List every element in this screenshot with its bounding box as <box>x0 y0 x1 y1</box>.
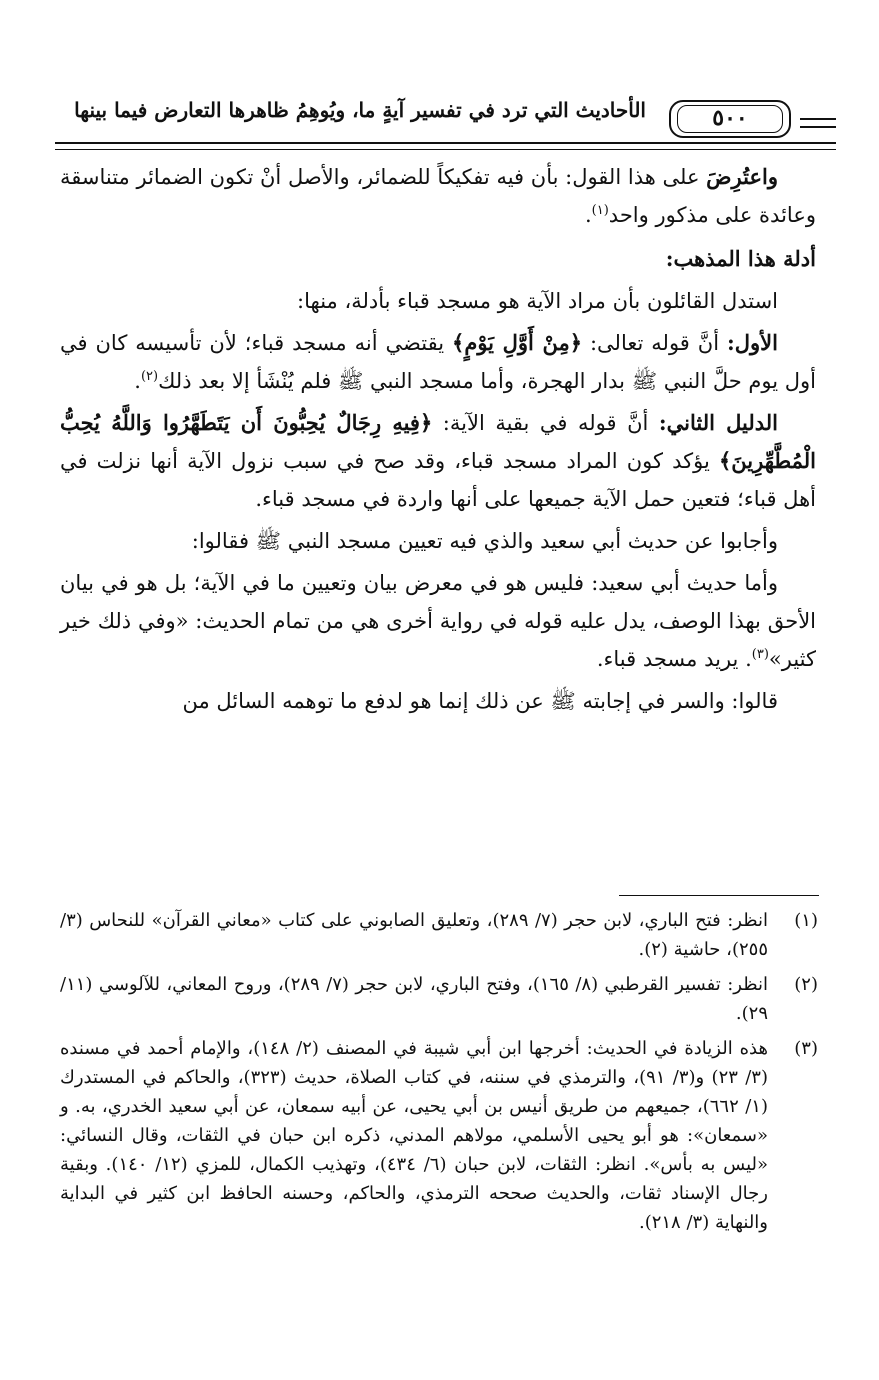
paragraph-text: يقتضي أنه مسجد قباء؛ لأن تأسيسه كان في أول يوم حلَّ النبي ﷺ بدار الهجرة، وأما مسجد النبي ﷺ فلم يُنْشَأ إلا بعد ذلك <box>60 331 816 393</box>
quran-verse: ﴿مِنْ أَوَّلِ يَوْمٍ﴾ <box>452 330 582 355</box>
page-number-frame <box>669 100 791 138</box>
footnotes <box>60 906 818 1243</box>
paragraph-text: . يريد مسجد قباء. <box>596 647 752 671</box>
paragraph-objection <box>60 158 816 234</box>
footnote-1 <box>60 906 818 964</box>
footnote-2 <box>60 970 818 1028</box>
paragraph-text: وأما حديث أبي سعيد: فليس هو في معرض بيان وتعيين ما في الآية؛ بل هو في بيان الأحق بهذا الوصف، يدل عليه قوله في رواية أخرى هي من تمام الحديث: «وفي ذلك خير كثير» <box>60 571 816 671</box>
paragraph-lead: واعتُرِضَ <box>706 164 778 189</box>
footnote-text: انظر: تفسير القرطبي (٨/ ١٦٥)، وفتح الباري، لابن حجر (٧/ ٢٨٩)، وروح المعاني، للآلوسي (١١/ ٢٩). <box>60 974 768 1024</box>
paragraph-lead: الدليل الثاني: <box>658 410 779 435</box>
paragraph-first-proof <box>60 324 816 400</box>
footnote-ref-1[interactable]: (١) <box>591 203 609 218</box>
footnote-number: (٣) <box>794 1038 818 1059</box>
footnote-3 <box>60 1034 818 1237</box>
footnote-text: انظر: فتح الباري، لابن حجر (٧/ ٢٨٩)، وتعليق الصابوني على كتاب «معاني القرآن» للنحاس (٣/ ٢٥٥)، حاشية (٢). <box>60 910 768 960</box>
paragraph-second-proof <box>60 404 816 518</box>
running-header <box>55 96 836 144</box>
paragraph-continuation: قالوا: والسر في إجابته ﷺ عن ذلك إنما هو لدفع ما توهمه السائل من <box>182 689 778 713</box>
paragraph-text: يؤكد كون المراد مسجد قباء، وقد صح في سبب نزول الآية أنها نزلت في أهل قباء؛ فتعين حمل الآية جميعها على أنها واردة في مسجد قباء. <box>60 449 816 511</box>
footnote-text: هذه الزيادة في الحديث: أخرجها ابن أبي شيبة في المصنف (٢/ ١٤٨)، والإمام أحمد في مسنده (٣/ ٢٣) و(٣/ ٩١)، والترمذي في سننه، في كتاب الصلاة، حديث (٣٢٣)، والحاكم في المستدرك (١/ ٦٦٢)، جميعهم من طريق أنيس بن أبي يحيى، عن أبيه سمعان، عن أبي سعيد الخدري، به. و «سمعان»: هو أبو يحيى الأسلمي، مولاهم المدني، ذكره ابن حبان في الثقات، وقال النسائي: «ليس به بأس». انظر: الثقات، لابن حبان (٦/ ٤٣٤)، وتهذيب الكمال، للمزي (١٢/ ١٤٠). وبقية رجال الإسناد ثقات، والحديث صححه الترمذي، والحاكم، وحسنه الحافظ ابن كثير في البداية والنهاية (٣/ ٢١٨). <box>60 1038 768 1233</box>
footnote-number: (١) <box>794 910 818 931</box>
footnote-separator <box>619 895 819 896</box>
header-ornament <box>800 118 836 128</box>
paragraph-text: أنَّ قوله تعالى: <box>582 331 728 355</box>
paragraph-text: أنَّ قوله في بقية الآية: <box>432 411 659 435</box>
paragraph-text: على هذا القول: بأن فيه تفكيكاً للضمائر، والأصل أنْ تكون الضمائر متناسقة وعائدة على مذكور واحد <box>60 165 816 227</box>
footnote-number: (٢) <box>794 974 818 995</box>
section-heading: أدلة هذا المذهب: <box>665 246 816 271</box>
header-rule <box>55 142 836 144</box>
footnote-ref-2[interactable]: (٢) <box>140 369 159 384</box>
page-number: ٥٠٠ <box>712 105 748 131</box>
quran-verse: ﴿فِيهِ رِجَالٌ يُحِبُّونَ أَن يَتَطَهَّرُوا وَاللَّهُ يُحِبُّ الْمُطَّهِّرِينَ﴾ <box>60 410 816 473</box>
body-text <box>60 158 816 724</box>
paragraph-end: . <box>134 369 141 393</box>
paragraph-lead: الأول: <box>727 330 778 355</box>
footnote-ref-3[interactable]: (٣) <box>751 647 769 662</box>
paragraph-end: . <box>584 203 592 227</box>
header-rule-thin <box>55 149 836 150</box>
paragraph-intro: استدل القائلون بأن مراد الآية هو مسجد قباء بأدلة، منها: <box>297 289 778 313</box>
paragraph-hadith <box>60 564 816 678</box>
paragraph-reply: وأجابوا عن حديث أبي سعيد والذي فيه تعيين مسجد النبي ﷺ فقالوا: <box>191 529 778 553</box>
header-title: الأحاديث التي ترد في تفسير آيةٍ ما، ويُوهِمُ ظاهرها التعارض فيما بينها <box>74 98 646 122</box>
